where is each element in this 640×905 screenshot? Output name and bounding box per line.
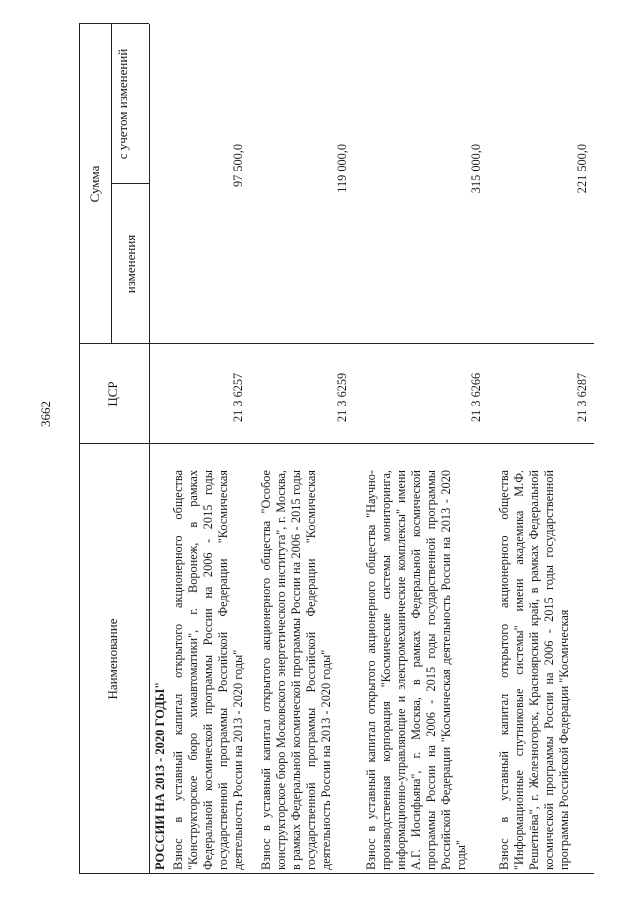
table-top-border [79, 24, 80, 874]
column-divider-sum [79, 343, 594, 344]
table-row-csr: 21 3 6259 [335, 372, 349, 422]
sum-header-divider [111, 24, 112, 344]
header-name: Наименование [105, 618, 120, 700]
header-bottom-border [149, 24, 150, 874]
table-row-csr: 21 3 6287 [575, 372, 589, 422]
header-sum: Сумма [87, 165, 102, 203]
page-number: 3662 [38, 401, 53, 427]
table-row-sum: 97 500,0 [231, 144, 245, 188]
table-row-sum: 221 500,0 [575, 144, 589, 194]
table-row-csr: 21 3 6257 [231, 372, 245, 422]
header-change: изменения [123, 234, 138, 294]
table-row-sum: 119 000,0 [335, 144, 349, 193]
table-row-sum: 315 000,0 [469, 144, 483, 194]
table-row-name: Взнос в уставный капитал открытого акционерного общества "Конструкторское бюро химавтоматики", г. Воронеж, в рамках Федеральной космической программы России на 2006 - 2015 годы государственной программы Российской Федерации "Космическая деятельность России на 2013 - 2020 годы" [171, 470, 245, 870]
table-row-csr: 21 3 6266 [469, 372, 483, 422]
rotated-document-page [79, 24, 594, 874]
header-csr: ЦСР [105, 381, 120, 407]
section-title: РОССИИ НА 2013 - 2020 ГОДЫ" [153, 681, 167, 870]
table-row-name: Взнос в уставный капитал открытого акционерного общества "Научно-производственная корпорация "Космические системы мониторинга, информационно-управляющие и электромеханические комплексы" имени А.Г. Иосифьяна", г. Москва, в рамках Федеральной космической программы России на 2006 - 2015 годы государственной программы Российской Федерации "Космическая деятельность России на 2013 - 2020 годы" [364, 470, 468, 870]
table-row-name: Взнос в уставный капитал открытого акционерного общества "Особое конструкторское бюро Московского энергетического института", г. Москва, в рамках Федеральной космической программы России на 2006 - 2015 годы государственной программы Российской Федерации "Космическая деятельность России на 2013 - 2020 годы" [259, 470, 333, 870]
header-with-changes: с учетом изменений [115, 48, 130, 160]
column-divider-csr [79, 443, 594, 444]
table-row-name: Взнос в уставный капитал открытого акционерного общества "Информационные спутниковые системы" имени академика М.Ф. Решетнёва", г. Железногорск, Красноярский край, в рамках Федеральной космической программы России на 2006 - 2015 годы государственной программы Российской Федерации "Космическая [497, 470, 571, 870]
table-left-border [79, 873, 594, 874]
